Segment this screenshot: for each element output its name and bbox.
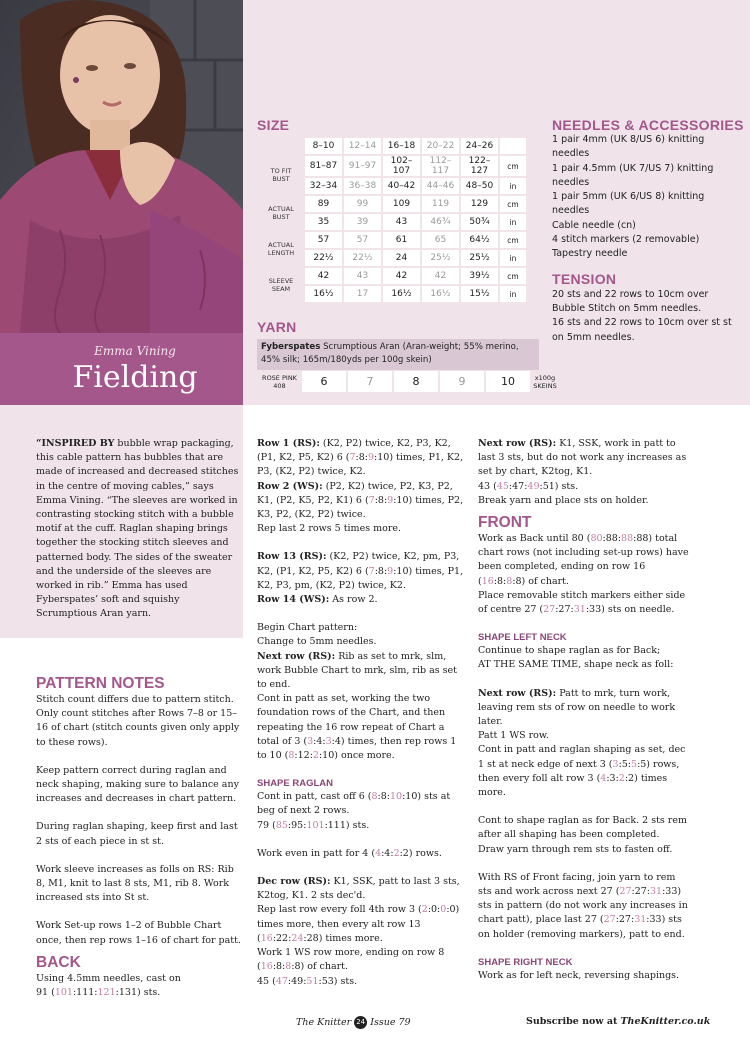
text: :4) times, then rep rows 1 to 10 (: [257, 735, 457, 762]
instruction: [478, 589, 690, 617]
row-instruction: [478, 687, 690, 730]
text: :28) times more.: [303, 932, 383, 944]
text: :111) sts.: [324, 819, 370, 831]
size-cell: 12–14: [344, 138, 381, 154]
unit-cell: in: [500, 214, 526, 230]
alt-size: 51: [306, 975, 319, 987]
alt-size: 9: [367, 452, 375, 464]
row-label: Next row (RS):: [257, 650, 336, 662]
row-instruction: [478, 437, 690, 480]
intro-body: bubble wrap packaging, this cable pattern has bubbles that are made of increased and decreased stitches in the centre of moving cables,” says Emma Vining. “The sleeves are worked in contrasting stocking stitch with a bubble motif at the cuff. Raglan shaping brings together the stocking stitch sleeves and patterned body. The sides of the sweater and the underside of the sleeves are worked in rib.” Emma has used Fyberspates’ soft and squishy Scrumptious Aran yarn.: [36, 438, 239, 620]
size-cell: 57: [344, 232, 381, 248]
text: :8:: [374, 565, 388, 577]
alt-size: 101: [306, 819, 325, 831]
size-cell: 22½: [344, 250, 381, 266]
yarn-brand: Fyberspates: [261, 342, 321, 352]
text: 43 (: [478, 480, 497, 492]
text: Patt to mrk, turn work, leaving rem sts of row on needle to work later.: [478, 687, 676, 728]
size-label: [259, 138, 303, 154]
size-cell: 42: [422, 268, 459, 284]
size-cell: 99: [344, 196, 381, 212]
note-paragraph: Work Set-up rows 1–2 of Bubble Chart once, then rep rows 1–16 of chart for patt.: [36, 920, 241, 946]
text: K1, SSK, work in patt to last 3 sts, but do not work any increases as set by chart, K2tog, K1.: [478, 438, 687, 478]
alt-size: 16: [260, 932, 273, 944]
yarn-detail: Scrumptious Aran (Aran-weight; 55% merino, 45% silk; 165m/180yds per 100g skein): [261, 342, 519, 365]
yarn-row: [259, 371, 558, 392]
text: 79 (: [257, 819, 276, 831]
issue-number: Issue 79: [370, 1017, 411, 1028]
size-table: [257, 136, 528, 304]
instruction: [257, 692, 468, 763]
notes-column: [36, 675, 243, 1000]
size-cell: 35: [305, 214, 342, 230]
row-label: ACTUAL LENGTH: [267, 241, 295, 257]
alt-size: 8: [371, 791, 378, 803]
text: :10) once more.: [318, 750, 395, 762]
instruction: [478, 743, 690, 800]
text: :27:: [555, 604, 574, 616]
size-row: [259, 156, 526, 176]
pattern-title: Fielding: [72, 360, 198, 395]
row-label: Row 14 (WS):: [257, 594, 330, 606]
needle-item: 1 pair 5mm (UK 6/US 8) knitting needles: [552, 191, 705, 217]
needle-item: Tapestry needle: [552, 248, 628, 260]
size-cell: 16½: [422, 286, 459, 302]
alt-size: 7: [349, 452, 356, 464]
tension-item: 20 sts and 22 rows to 10cm over Bubble Stitch on 5mm needles.: [552, 288, 709, 314]
instruction: Work as for left neck, reversing shapings.: [478, 969, 680, 981]
alt-size: 27: [619, 886, 632, 898]
size-cell: 17: [344, 286, 381, 302]
instruction: Draw yarn through rem sts to fasten off.: [478, 843, 673, 855]
size-heading: SIZE: [257, 117, 290, 133]
text: :8:: [493, 575, 507, 587]
alt-size: 45: [496, 480, 509, 492]
text: :4:: [313, 735, 326, 747]
alt-size: 4: [375, 847, 382, 859]
footer-magazine: [296, 1016, 411, 1029]
row-instruction: [257, 550, 468, 593]
size-cell: 40–42: [383, 178, 420, 194]
yarn-cell: 8: [394, 371, 438, 392]
size-row: [259, 268, 526, 284]
row-label: SLEEVE SEAM: [268, 277, 294, 293]
text: :27:: [631, 886, 650, 898]
text: K1, SSK, patt to last 3 sts, K2tog, K1. 2 sts dec'd.: [257, 876, 460, 902]
yarn-cell: 7: [348, 371, 392, 392]
text: Cont in patt as set, working the two foundation rows of the Chart, and then repeating the 16 row repeat of Chart a total of 3 (: [257, 693, 446, 747]
size-cell: 112–117: [422, 156, 459, 176]
unit-cell: in: [500, 286, 526, 302]
intro-lead: “INSPIRED BY: [36, 438, 115, 449]
text: :111:: [72, 987, 98, 999]
size-cell: 8–10: [305, 138, 342, 154]
alt-size: 4: [600, 772, 607, 784]
text: :8:: [374, 494, 388, 506]
text: :10) sts at beg of next 2 rows.: [257, 791, 451, 817]
front-heading: FRONT: [478, 514, 532, 532]
size-cell: 119: [422, 196, 459, 212]
yarn-heading: YARN: [257, 319, 297, 335]
size-cell: 91–97: [344, 156, 381, 176]
alt-size: 27: [543, 604, 556, 616]
page-number-badge: 24: [354, 1016, 367, 1029]
unit-cell: [500, 138, 526, 154]
size-cell: 102–107: [383, 156, 420, 176]
size-cell: 39: [344, 214, 381, 230]
note-paragraph: During raglan shaping, keep first and last 2 sts of each piece in st st.: [36, 821, 238, 847]
text: :33) sts on holder (removing markers), patt to end.: [478, 914, 685, 940]
needle-item: 4 stitch markers (2 removable): [552, 234, 700, 246]
size-cell: 39½: [461, 268, 498, 284]
alt-size: 5: [631, 758, 638, 770]
text: :88) total chart rows (not including set-up rows) have been completed, ending on row 16 (: [478, 533, 689, 587]
alt-size: 31: [573, 604, 586, 616]
title-block: [0, 333, 243, 405]
alt-size: 101: [54, 987, 73, 999]
text: 45 (: [257, 975, 276, 987]
instruction: Begin Chart pattern:: [257, 622, 358, 634]
text: 91 (: [36, 987, 55, 999]
size-cell: 36–38: [344, 178, 381, 194]
size-cell: 81–87: [305, 156, 342, 176]
yarn-unit: x100g SKEINS: [533, 373, 557, 390]
instruction: [257, 975, 468, 989]
note-paragraph: Keep pattern correct during raglan and neck shaping, making sure to balance any increases and decreases in chart pattern.: [36, 764, 239, 805]
text: :5:: [618, 758, 632, 770]
size-cell: 16½: [383, 286, 420, 302]
footer-subscribe: [526, 1016, 710, 1027]
alt-size: 9: [387, 494, 394, 506]
size-cell: 43: [344, 268, 381, 284]
yarn-cell: 6: [302, 371, 346, 392]
text: :0:: [427, 904, 441, 916]
text: :33) sts in pattern (do not work any increases in chart patt), place last 27 (: [478, 886, 688, 926]
instruction: Rep last 2 rows 5 times more.: [257, 523, 401, 535]
text: :33) sts on needle.: [585, 604, 675, 616]
unit-cell: cm: [500, 156, 526, 176]
text: :10) times, P2, K3, P2, (K2, P2) twice.: [257, 494, 464, 521]
instruction: [478, 871, 690, 942]
size-row-header: [259, 138, 526, 154]
instruction: Patt 1 WS row.: [478, 730, 549, 742]
tension-item: 16 sts and 22 rows to 10cm over st st on 5mm needles.: [552, 317, 732, 343]
alt-size: 3: [612, 758, 619, 770]
text: :49:: [287, 975, 307, 987]
size-cell: 109: [383, 196, 420, 212]
yarn-table: [257, 369, 560, 394]
alt-size: 121: [97, 987, 116, 999]
yarn-cell: 9: [440, 371, 484, 392]
size-cell: 43: [383, 214, 420, 230]
alt-size: 80: [590, 533, 603, 545]
instruction: AT THE SAME TIME, shape neck as foll:: [478, 659, 674, 671]
instruction: [478, 532, 690, 589]
instruction: Change to 5mm needles.: [257, 636, 377, 648]
materials-column: [552, 118, 744, 345]
unit-cell: cm: [500, 268, 526, 284]
note-paragraph: Stitch count differs due to pattern stitch. Only count stitches after Rows 7–8 or 15–16 of chart (stitch counts given only apply to these rows).: [36, 694, 240, 748]
alt-size: 10: [390, 791, 403, 803]
subscribe-text: Subscribe now at: [526, 1016, 618, 1027]
text: Work even in patt for 4 (: [257, 847, 376, 859]
intro-text: [36, 437, 243, 622]
instruction: [478, 480, 690, 494]
alt-size: 49: [527, 480, 540, 492]
text: Using 4.5mm needles, cast on: [36, 972, 181, 984]
alt-size: 2: [393, 847, 400, 859]
size-cell: 46¾: [422, 214, 459, 230]
shape-left-neck-heading: SHAPE LEFT NECK: [478, 632, 567, 644]
instruction: Continue to shape raglan as for Back;: [478, 645, 661, 657]
text: :47:: [508, 480, 528, 492]
size-cell: 25½: [461, 250, 498, 266]
size-cell: 42: [305, 268, 342, 284]
back-heading: BACK: [36, 953, 81, 971]
size-cell: 20–22: [422, 138, 459, 154]
shape-raglan-heading: SHAPE RAGLAN: [257, 778, 334, 790]
row-label: Dec row (RS):: [257, 876, 331, 888]
row-label: TO FIT BUST: [270, 167, 292, 183]
row-label: Row 13 (RS):: [257, 551, 327, 563]
size-cell: 61: [383, 232, 420, 248]
size-cell: 129: [461, 196, 498, 212]
text: :10) times, P1, K2, P3, pm, (K2, P2) twice, K2.: [257, 565, 464, 591]
designer-name: Emma Vining: [94, 344, 176, 358]
unit-cell: in: [500, 250, 526, 266]
text: :10) times, P1, K2, P3, (K2, P2) twice, K2.: [257, 452, 464, 478]
text: Place removable stitch markers either side of centre 27 (: [478, 589, 686, 616]
text: :12:: [294, 750, 313, 762]
unit-cell: cm: [500, 232, 526, 248]
text: :51) sts.: [539, 480, 579, 492]
text: :4:: [381, 847, 394, 859]
text: (K2, P2) twice, K2, pm, P3, K2, (P1, K2, P5, K2) 6 (: [257, 551, 460, 577]
text: As row 2.: [329, 594, 378, 606]
size-cell: 24: [383, 250, 420, 266]
alt-size: 16: [260, 961, 273, 973]
instruction: [257, 790, 468, 818]
size-cell: 65: [422, 232, 459, 248]
instruction: [257, 847, 468, 861]
text: Work 1 WS row more, ending on row 8 (: [257, 947, 445, 973]
size-cell: 44–46: [422, 178, 459, 194]
text: :95:: [287, 819, 307, 831]
size-row: [259, 196, 526, 212]
needle-item: 1 pair 4.5mm (UK 7/US 7) knitting needles: [552, 162, 714, 188]
instructions-column-3: [478, 437, 690, 983]
alt-size: 8: [285, 961, 292, 973]
magazine-name: The Knitter: [296, 1017, 352, 1028]
text: :88:: [602, 533, 622, 545]
text: (P2, K2) twice, P2, K3, P2, K1, (P2, K5, P2, K1) 6 (: [257, 480, 453, 506]
text: :5) rows, then every foll alt row 3 (: [478, 758, 680, 784]
yarn-description: [257, 339, 539, 370]
size-cell: 32–34: [305, 178, 342, 194]
alt-size: 7: [368, 565, 375, 577]
row-label: Row 2 (WS):: [257, 480, 323, 492]
size-cell: 16½: [305, 286, 342, 302]
text: :131) sts.: [115, 987, 161, 999]
size-row: [259, 232, 526, 248]
alt-size: 47: [275, 975, 288, 987]
alt-size: 8: [288, 750, 295, 762]
size-cell: 15½: [461, 286, 498, 302]
tension-heading: TENSION: [552, 270, 617, 287]
text: :8:: [355, 452, 368, 464]
instruction: [257, 819, 468, 833]
row-instruction: [257, 480, 468, 523]
alt-size: 16: [481, 575, 494, 587]
row-label: Next row (RS):: [478, 687, 557, 699]
text: Work as Back until 80 (: [478, 533, 591, 545]
text: :22:: [272, 932, 292, 944]
alt-size: 85: [275, 819, 288, 831]
text: Rib as set to mrk, slm, work Bubble Chart to mrk, slm, rib as set to end.: [257, 650, 457, 691]
yarn-color-label: ROSE PINK 408: [262, 373, 297, 390]
size-cell: 22½: [305, 250, 342, 266]
instruction: Break yarn and place sts on holder.: [478, 494, 649, 506]
size-cell: 122–127: [461, 156, 498, 176]
alt-size: 9: [387, 565, 394, 577]
text: Rep last row every foll 4th row 3 (: [257, 904, 422, 916]
alt-size: 3: [307, 735, 314, 747]
back-paragraph: [36, 972, 243, 1000]
size-cell: 25½: [422, 250, 459, 266]
alt-size: 3: [325, 735, 332, 747]
shape-right-neck-heading: SHAPE RIGHT NECK: [478, 956, 573, 968]
size-cell: 89: [305, 196, 342, 212]
size-cell: 48–50: [461, 178, 498, 194]
text: :8) of chart.: [291, 961, 349, 973]
yarn-cell: 10: [486, 371, 530, 392]
text: :2) times more.: [478, 772, 668, 799]
instruction: Cont to shape raglan as for Back. 2 sts rem after all shaping has been completed.: [478, 815, 687, 841]
instructions-column-2: [257, 437, 468, 989]
text: (K2, P2) twice, K2, P3, K2, (P1, K2, P5, K2) 6 (: [257, 438, 451, 464]
row-instruction: [257, 650, 468, 693]
alt-size: 8: [506, 575, 513, 587]
text: :53) sts.: [318, 975, 358, 987]
alt-size: 2: [312, 750, 319, 762]
size-cell: 42: [383, 268, 420, 284]
text: Cont in patt and raglan shaping as set, dec 1 st at neck edge of next 3 (: [478, 744, 686, 770]
alt-size: 0: [440, 904, 447, 916]
row-instruction: [257, 437, 468, 480]
unit-cell: in: [500, 178, 526, 194]
text: Cont in patt, cast off 6 (: [257, 791, 372, 803]
text: :8) of chart.: [512, 575, 570, 587]
text: :0) times more, then every alt row 13 (: [257, 904, 460, 944]
unit-cell: cm: [500, 196, 526, 212]
needle-item: Cable needle (cn): [552, 219, 636, 231]
alt-size: 88: [621, 533, 634, 545]
size-cell: 24–26: [461, 138, 498, 154]
alt-size: 2: [618, 772, 625, 784]
size-cell: 50¾: [461, 214, 498, 230]
size-cell: 16–18: [383, 138, 420, 154]
size-cell: 57: [305, 232, 342, 248]
instruction: [257, 903, 468, 946]
row-label: Row 1 (RS):: [257, 438, 320, 449]
row-instruction: [257, 593, 468, 607]
alt-size: 31: [650, 886, 663, 898]
note-paragraph: Work sleeve increases as folls on RS: Rib 8, M1, knit to last 8 sts, M1, rib 8. Work increased sts into St st.: [36, 863, 234, 904]
text: :8:: [377, 791, 390, 803]
instruction: [257, 946, 468, 974]
text: :3:: [606, 772, 619, 784]
text: :8:: [272, 961, 286, 973]
text: :27:: [615, 914, 635, 926]
site-link[interactable]: TheKnitter.co.uk: [620, 1016, 711, 1027]
needles-heading: NEEDLES & ACCESSORIES: [552, 117, 744, 133]
text: :2) rows.: [399, 847, 442, 859]
alt-size: 7: [368, 494, 375, 506]
alt-size: 2: [421, 904, 428, 916]
alt-size: 31: [634, 914, 647, 926]
row-label: ACTUAL BUST: [268, 205, 294, 221]
needle-item: 1 pair 4mm (UK 8/US 6) knitting needles: [552, 134, 705, 160]
row-instruction: [257, 875, 468, 903]
pattern-notes-heading: PATTERN NOTES: [36, 675, 165, 692]
text: With RS of Front facing, join yarn to rem sts and work across next 27 (: [478, 871, 676, 898]
alt-size: 27: [603, 914, 616, 926]
row-label: Next row (RS):: [478, 438, 557, 449]
size-cell: 64½: [461, 232, 498, 248]
alt-size: 24: [291, 932, 304, 944]
